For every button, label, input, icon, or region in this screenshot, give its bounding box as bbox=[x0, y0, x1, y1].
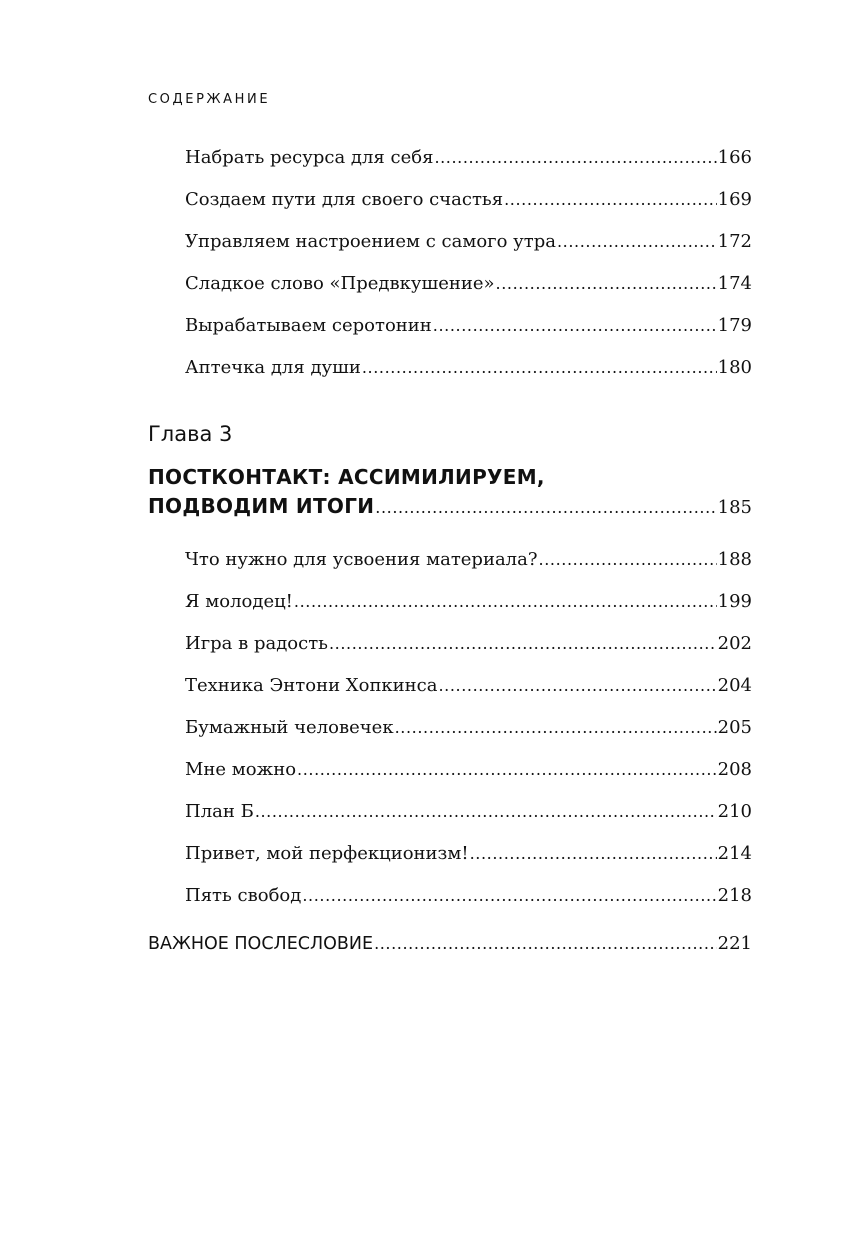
dot-leader bbox=[557, 227, 717, 257]
toc-entry-page: 199 bbox=[717, 591, 752, 612]
toc-entry-title: Вырабатываем серотонин bbox=[185, 315, 432, 336]
toc-entry-title: Техника Энтони Хопкинса bbox=[185, 675, 438, 696]
toc-entry-page: 205 bbox=[717, 717, 752, 738]
toc-entry-title: Набрать ресурса для себя bbox=[185, 147, 434, 168]
toc-entry-page: 188 bbox=[717, 549, 752, 570]
toc-entry-title: Пять свобод bbox=[185, 885, 302, 906]
dot-leader bbox=[297, 755, 717, 785]
toc-entry-title: Я молодец! bbox=[185, 591, 293, 612]
dot-leader bbox=[395, 713, 717, 743]
dot-leader bbox=[362, 353, 717, 383]
dot-leader bbox=[294, 587, 717, 617]
toc-entry-page: 174 bbox=[717, 273, 752, 294]
toc-entry[interactable] bbox=[185, 311, 752, 341]
dot-leader bbox=[496, 269, 717, 299]
toc-entry-page: 166 bbox=[717, 147, 752, 168]
toc-entry[interactable] bbox=[185, 545, 752, 575]
toc-entry[interactable] bbox=[185, 713, 752, 743]
toc-entry-title: План Б bbox=[185, 801, 254, 822]
toc-entry-title: Аптечка для души bbox=[185, 357, 361, 378]
toc-entry-title: Мне можно bbox=[185, 759, 297, 780]
toc-entry-title: Управляем настроением с самого утра bbox=[185, 231, 556, 252]
dot-leader bbox=[539, 545, 717, 575]
toc-entry-page: 179 bbox=[717, 315, 752, 336]
toc-entry-page: 218 bbox=[717, 885, 752, 906]
toc-entry[interactable] bbox=[185, 185, 752, 215]
toc-entry-page: 204 bbox=[717, 675, 752, 696]
toc-entry-page: 169 bbox=[717, 189, 752, 210]
chapter-title-line1[interactable]: ПОСТКОНТАКТ: АССИМИЛИРУЕМ, bbox=[148, 465, 545, 489]
chapter-title-entry[interactable] bbox=[148, 491, 752, 521]
afterword-title: ВАЖНОЕ ПОСЛЕСЛОВИЕ bbox=[148, 934, 374, 954]
toc-entry[interactable] bbox=[185, 143, 752, 173]
running-head: СОДЕРЖАНИЕ bbox=[148, 92, 271, 107]
toc-entry[interactable] bbox=[185, 881, 752, 911]
toc-entry[interactable] bbox=[185, 839, 752, 869]
dot-leader bbox=[375, 493, 716, 523]
chapter-page: 185 bbox=[717, 497, 752, 518]
toc-entry-title: Создаем пути для своего счастья bbox=[185, 189, 504, 210]
afterword-page: 221 bbox=[717, 933, 752, 954]
toc-entry-title: Бумажный человечек bbox=[185, 717, 394, 738]
chapter-title-line2: ПОДВОДИМ ИТОГИ bbox=[148, 494, 375, 518]
toc-entry[interactable] bbox=[185, 755, 752, 785]
toc-entry-page: 202 bbox=[717, 633, 752, 654]
chapter-label: Глава 3 bbox=[148, 422, 233, 446]
toc-entry[interactable] bbox=[185, 797, 752, 827]
toc-entry-title: Сладкое слово «Предвкушение» bbox=[185, 273, 495, 294]
toc-entry-title: Игра в радость bbox=[185, 633, 328, 654]
toc-entry-title: Привет, мой перфекционизм! bbox=[185, 843, 469, 864]
dot-leader bbox=[302, 881, 716, 911]
dot-leader bbox=[374, 929, 717, 959]
toc-entry-title: Что нужно для усвоения материала? bbox=[185, 549, 538, 570]
dot-leader bbox=[439, 671, 717, 701]
dot-leader bbox=[470, 839, 717, 869]
toc-entry[interactable] bbox=[185, 227, 752, 257]
dot-leader bbox=[434, 143, 716, 173]
toc-entry-page: 172 bbox=[717, 231, 752, 252]
afterword-entry[interactable] bbox=[148, 929, 752, 959]
toc-entry[interactable] bbox=[185, 587, 752, 617]
toc-entry[interactable] bbox=[185, 671, 752, 701]
dot-leader bbox=[255, 797, 717, 827]
dot-leader bbox=[433, 311, 717, 341]
dot-leader bbox=[329, 629, 717, 659]
toc-entry[interactable] bbox=[185, 629, 752, 659]
toc-entry-page: 208 bbox=[717, 759, 752, 780]
toc-entry-page: 214 bbox=[717, 843, 752, 864]
dot-leader bbox=[504, 185, 717, 215]
toc-entry-page: 210 bbox=[717, 801, 752, 822]
toc-entry[interactable] bbox=[185, 269, 752, 299]
toc-entry[interactable] bbox=[185, 353, 752, 383]
toc-entry-page: 180 bbox=[717, 357, 752, 378]
